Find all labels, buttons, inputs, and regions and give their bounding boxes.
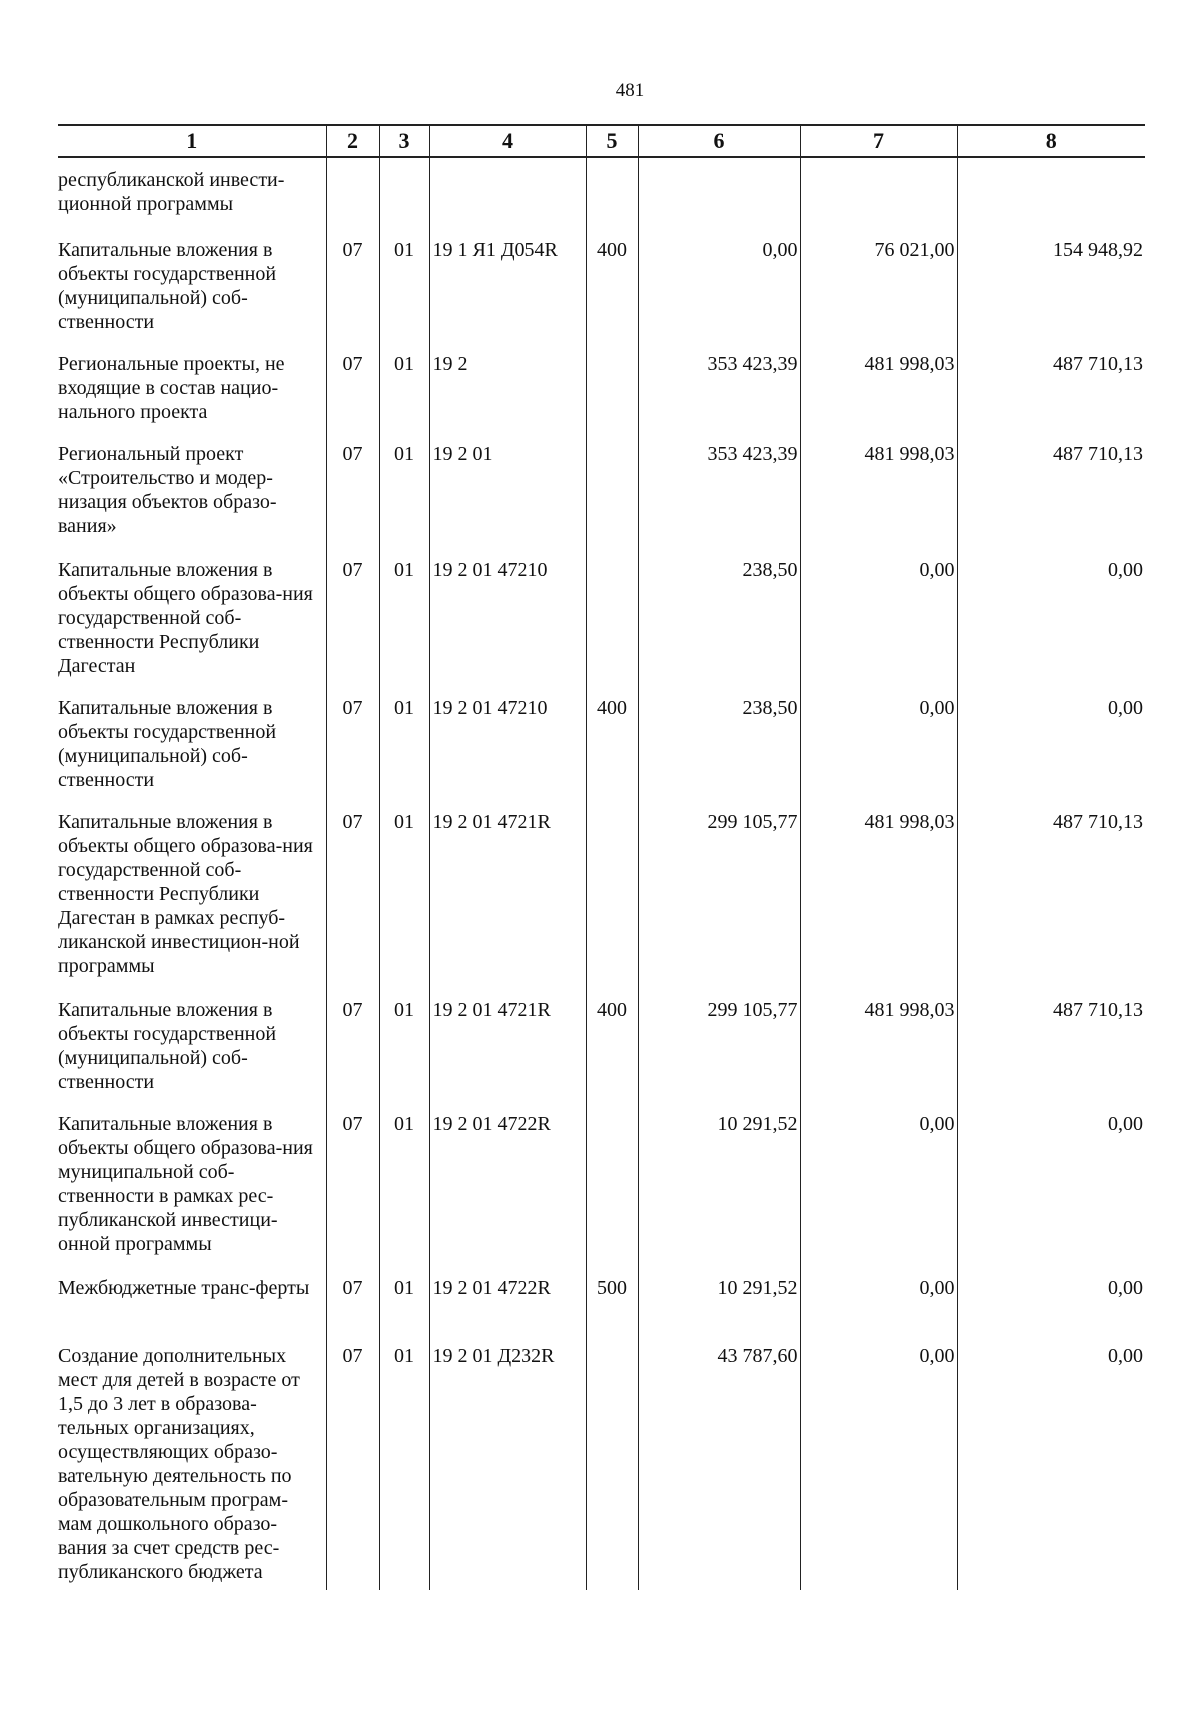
subsection-cell: 01 (379, 688, 429, 802)
amount-col6-cell: 353 423,39 (638, 434, 800, 550)
table-row (58, 990, 1145, 1104)
target-article-cell: 19 2 (429, 344, 586, 434)
amount-col7-cell: 0,00 (800, 1336, 957, 1590)
amount-col7-cell: 481 998,03 (800, 434, 957, 550)
amount-col8-cell: 487 710,13 (957, 990, 1145, 1104)
expense-type-cell: 500 (586, 1268, 638, 1336)
table-row (58, 802, 1145, 990)
subsection-cell: 01 (379, 1104, 429, 1268)
row-name-cell: Межбюджетные транс-ферты (58, 1277, 310, 1299)
target-article-cell: 19 2 01 (429, 434, 586, 550)
subsection-cell: 01 (379, 230, 429, 344)
amount-col7-cell: 0,00 (800, 1104, 957, 1268)
amount-col6-cell: 43 787,60 (638, 1336, 800, 1590)
amount-col8-cell: 487 710,13 (957, 802, 1145, 990)
row-name-cell: Региональные проекты, не входящие в состав нацио-нального проекта (58, 353, 285, 423)
section-cell: 07 (326, 990, 379, 1104)
row-name-cell: Капитальные вложения в объекты общего образова-ния государственной соб-ственности Республики Дагестан (58, 559, 313, 677)
section-cell: 07 (326, 688, 379, 802)
table-row (58, 1104, 1145, 1268)
page-number: 481 (615, 80, 645, 101)
expense-type-cell (586, 802, 638, 990)
amount-col6-cell: 299 105,77 (638, 990, 800, 1104)
amount-col7-cell: 0,00 (800, 1268, 957, 1336)
row-name-cell: республиканской инвести-ционной программы (58, 169, 285, 215)
table-row (58, 1268, 1145, 1336)
amount-col6-cell: 238,50 (638, 550, 800, 688)
subsection-cell (379, 157, 429, 230)
subsection-cell: 01 (379, 1336, 429, 1590)
amount-col6-cell (638, 157, 800, 230)
row-name-cell: Капитальные вложения в объекты общего образова-ния государственной соб-ственности Республики Дагестан в рамках респуб-ликанской инвестицион-ной программы (58, 811, 313, 977)
target-article-cell (429, 157, 586, 230)
amount-col7-cell: 0,00 (800, 688, 957, 802)
subsection-cell: 01 (379, 344, 429, 434)
header-row (58, 125, 1145, 157)
amount-col7-cell: 0,00 (800, 550, 957, 688)
section-cell: 07 (326, 434, 379, 550)
column-header-3: 3 (379, 125, 429, 157)
expense-type-cell (586, 1104, 638, 1268)
subsection-cell: 01 (379, 802, 429, 990)
column-header-6: 6 (638, 125, 800, 157)
table-body (58, 157, 1145, 1590)
column-header-1: 1 (58, 125, 326, 157)
expense-type-cell (586, 1336, 638, 1590)
expense-type-cell (586, 434, 638, 550)
target-article-cell: 19 2 01 47210 (429, 550, 586, 688)
column-header-7: 7 (800, 125, 957, 157)
budget-table (58, 124, 1145, 1590)
subsection-cell: 01 (379, 1268, 429, 1336)
amount-col8-cell (957, 157, 1145, 230)
subsection-cell: 01 (379, 990, 429, 1104)
amount-col6-cell: 238,50 (638, 688, 800, 802)
amount-col6-cell: 299 105,77 (638, 802, 800, 990)
target-article-cell: 19 2 01 4722R (429, 1104, 586, 1268)
section-cell: 07 (326, 802, 379, 990)
amount-col8-cell: 0,00 (957, 688, 1145, 802)
row-name-cell: Капитальные вложения в объекты общего образова-ния муниципальной соб-ственности в рамках рес-публиканской инвестици-онной программы (58, 1113, 313, 1255)
amount-col8-cell: 487 710,13 (957, 344, 1145, 434)
subsection-cell: 01 (379, 434, 429, 550)
column-header-5: 5 (586, 125, 638, 157)
column-header-4: 4 (429, 125, 586, 157)
expense-type-cell: 400 (586, 688, 638, 802)
amount-col8-cell: 0,00 (957, 550, 1145, 688)
section-cell (326, 157, 379, 230)
amount-col6-cell: 353 423,39 (638, 344, 800, 434)
section-cell: 07 (326, 1336, 379, 1590)
section-cell: 07 (326, 1268, 379, 1336)
amount-col8-cell: 487 710,13 (957, 434, 1145, 550)
expense-type-cell (586, 344, 638, 434)
row-name-cell: Региональный проект «Строительство и модер-низация объектов образо-вания» (58, 443, 277, 537)
row-name-cell: Создание дополнительных мест для детей в возрасте от 1,5 до 3 лет в образова-тельных организациях, осуществляющих образо-вательную деятельность по образовательным програм-мам дошкольного образо-вания за счет средств рес-публиканского бюджета (58, 1345, 300, 1583)
column-header-8: 8 (957, 125, 1145, 157)
target-article-cell: 19 2 01 4721R (429, 990, 586, 1104)
column-header-2: 2 (326, 125, 379, 157)
amount-col7-cell (800, 157, 957, 230)
table-row (58, 434, 1145, 550)
section-cell: 07 (326, 230, 379, 344)
target-article-cell: 19 2 01 47210 (429, 688, 586, 802)
table-row (58, 1336, 1145, 1590)
target-article-cell: 19 1 Я1 Д054R (429, 230, 586, 344)
row-name-cell: Капитальные вложения в объекты государственной (муниципальной) соб-ственности (58, 999, 277, 1093)
amount-col8-cell: 0,00 (957, 1336, 1145, 1590)
amount-col7-cell: 481 998,03 (800, 990, 957, 1104)
subsection-cell: 01 (379, 550, 429, 688)
table-row (58, 157, 1145, 230)
row-name-cell: Капитальные вложения в объекты государственной (муниципальной) соб-ственности (58, 239, 277, 333)
expense-type-cell: 400 (586, 230, 638, 344)
amount-col7-cell: 76 021,00 (800, 230, 957, 344)
section-cell: 07 (326, 344, 379, 434)
expense-type-cell (586, 157, 638, 230)
target-article-cell: 19 2 01 4721R (429, 802, 586, 990)
expense-type-cell: 400 (586, 990, 638, 1104)
amount-col6-cell: 10 291,52 (638, 1104, 800, 1268)
amount-col6-cell: 0,00 (638, 230, 800, 344)
section-cell: 07 (326, 1104, 379, 1268)
section-cell: 07 (326, 550, 379, 688)
table-row (58, 688, 1145, 802)
amount-col6-cell: 10 291,52 (638, 1268, 800, 1336)
amount-col8-cell: 0,00 (957, 1268, 1145, 1336)
target-article-cell: 19 2 01 4722R (429, 1268, 586, 1336)
table-header (58, 125, 1145, 157)
target-article-cell: 19 2 01 Д232R (429, 1336, 586, 1590)
expense-type-cell (586, 550, 638, 688)
table-row (58, 550, 1145, 688)
amount-col8-cell: 154 948,92 (957, 230, 1145, 344)
table-row (58, 230, 1145, 344)
table-row (58, 344, 1145, 434)
amount-col7-cell: 481 998,03 (800, 802, 957, 990)
amount-col8-cell: 0,00 (957, 1104, 1145, 1268)
row-name-cell: Капитальные вложения в объекты государственной (муниципальной) соб-ственности (58, 697, 277, 791)
amount-col7-cell: 481 998,03 (800, 344, 957, 434)
